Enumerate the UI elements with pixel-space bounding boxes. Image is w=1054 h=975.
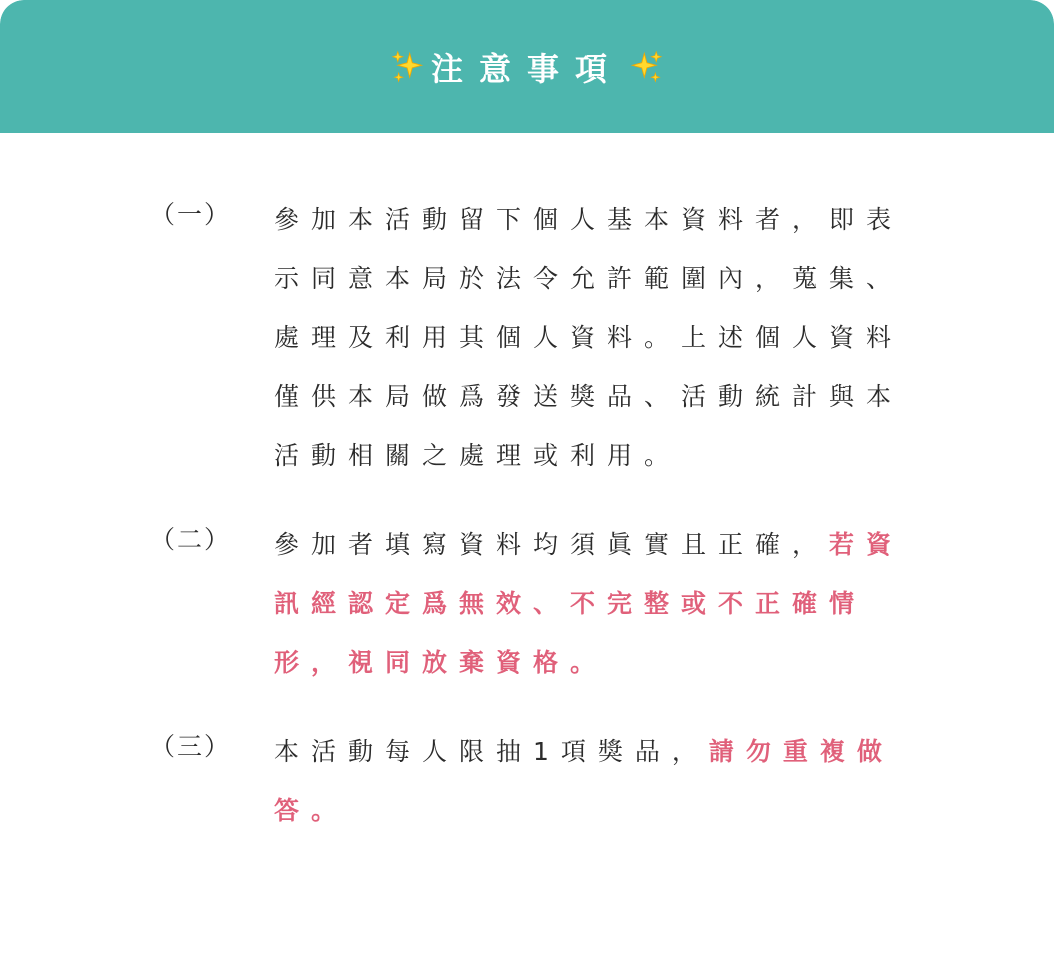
notice-item-3: [150, 722, 910, 840]
item-body: 參加本活動留下個人基本資料者，即表示同意本局於法令允許範圍內，蒐集、處理及利用其個人資料。上述個人資料僅供本局做爲發送獎品、活動統計與本活動相關之處理或利用。: [274, 205, 904, 470]
item-number: （二）: [150, 525, 232, 554]
notice-list: [150, 190, 910, 870]
notice-item-1: [150, 190, 910, 485]
item-number: （三）: [150, 732, 232, 761]
item-number: （一）: [150, 200, 232, 229]
notice-item-2: [150, 515, 910, 692]
item-body: 本活動每人限抽1項獎品，: [274, 737, 709, 766]
notice-header: [0, 0, 1054, 133]
item-text: [274, 515, 910, 692]
item-highlight: 若資訊經認定爲無效、不完整或不正確情形，視同放棄資格。: [274, 530, 904, 677]
title-group: [391, 44, 663, 90]
item-highlight: 請勿重複做答。: [274, 737, 894, 825]
item-body: 參加者填寫資料均須眞實且正確，: [274, 530, 830, 559]
sparkle-icon: [629, 50, 663, 84]
item-text: [274, 722, 910, 840]
page-title: 注意事項: [430, 49, 623, 88]
item-text: [274, 190, 910, 485]
sparkle-icon: [391, 50, 425, 84]
